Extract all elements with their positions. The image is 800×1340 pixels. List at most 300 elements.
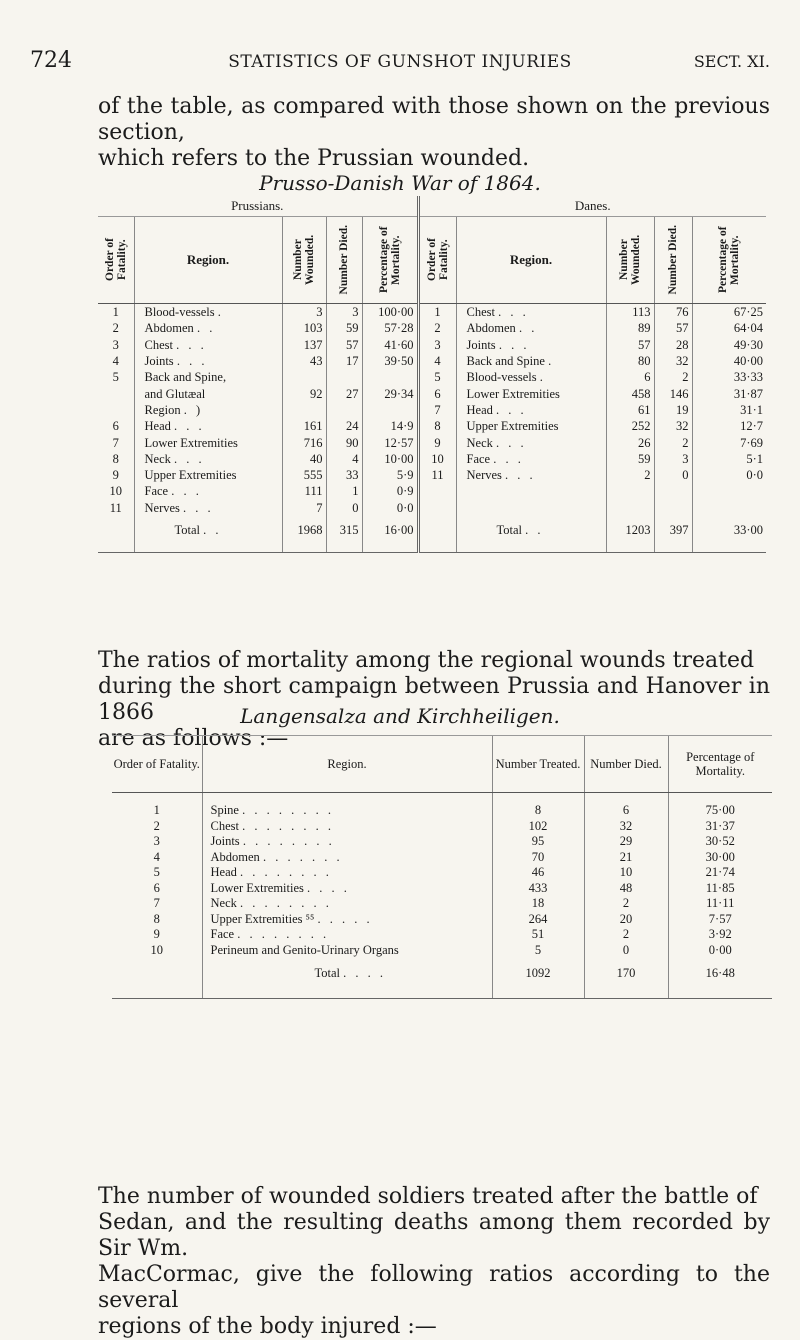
empty-cell xyxy=(606,483,654,499)
pct-cell: 49·30 xyxy=(692,337,766,353)
leader-dots: . . xyxy=(525,522,544,537)
table-row xyxy=(112,912,772,928)
order-cell: 6 xyxy=(112,419,119,434)
region-cell xyxy=(202,803,492,819)
region-name: Face xyxy=(210,927,235,942)
t2-col-treated: Number Treated. xyxy=(492,736,584,793)
region-cell xyxy=(134,385,282,401)
table1-caption xyxy=(0,171,800,195)
empty-cell xyxy=(98,544,134,553)
died-cell: 1 xyxy=(326,483,362,499)
region-name: Head xyxy=(144,419,171,434)
region-cell xyxy=(456,304,606,321)
leader-dots: . . . . xyxy=(307,880,350,895)
died-cell: 32 xyxy=(654,418,692,434)
region-cell xyxy=(202,912,492,928)
table-row xyxy=(98,385,766,401)
col-region-denmark: Region. xyxy=(456,217,606,304)
empty-cell xyxy=(418,500,456,516)
empty-cell xyxy=(692,483,766,499)
order-cell: 8 xyxy=(418,418,456,434)
pct-cell: 21·74 xyxy=(668,865,772,881)
order-cell: 3 xyxy=(153,834,160,849)
closing-line-2: Sedan, and the resulting deaths among them recorded by Sir Wm. xyxy=(98,1210,770,1261)
order-cell: 4 xyxy=(112,354,119,369)
pct-cell: 14·9 xyxy=(362,418,418,434)
leader-dots: . . . . xyxy=(343,965,387,980)
order-cell: 1 xyxy=(418,304,456,321)
died-cell: 17 xyxy=(326,353,362,369)
died-cell: 57 xyxy=(326,337,362,353)
died-cell xyxy=(326,402,362,418)
total-died: 170 xyxy=(584,958,668,988)
table-row xyxy=(112,850,772,866)
region-name: Back and Spine xyxy=(466,354,545,369)
leader-dots: . . . . . . . . xyxy=(242,834,335,849)
wounded-cell: 137 xyxy=(282,337,326,353)
wounded-cell: 555 xyxy=(282,467,326,483)
order-cell: 10 xyxy=(150,942,163,957)
region-cell xyxy=(456,434,606,450)
prusso-danish-table xyxy=(98,196,766,553)
treated-cell: 102 xyxy=(492,819,584,835)
total-label xyxy=(456,516,606,544)
closing-line-4: regions of the body injured :— xyxy=(98,1314,437,1339)
region-cell xyxy=(202,927,492,943)
wounded-cell: 716 xyxy=(282,434,326,450)
wounded-cell: 7 xyxy=(282,500,326,516)
leader-dots: . . . xyxy=(174,419,205,434)
table-row xyxy=(98,483,766,499)
region-name: Neck xyxy=(210,896,237,911)
table-row xyxy=(98,467,766,483)
region-cell xyxy=(202,850,492,866)
died-cell: 2 xyxy=(584,896,668,912)
wounded-cell: 3 xyxy=(282,304,326,321)
table-row xyxy=(98,402,766,418)
empty-cell xyxy=(492,988,584,999)
treated-cell: 5 xyxy=(492,943,584,959)
closing-line-3: MacCormac, give the following ratios according to the several xyxy=(98,1262,770,1313)
col-wounded-denmark: Number Wounded. xyxy=(606,217,654,304)
leader-dots: . . . xyxy=(493,451,524,466)
total-row xyxy=(112,958,772,988)
middle-line-2: during the short campaign between Prussia and Hanover in 1866 xyxy=(98,674,770,725)
empty-cell xyxy=(112,988,202,999)
treated-cell: 70 xyxy=(492,850,584,866)
order-cell: 1 xyxy=(112,305,119,320)
table-row xyxy=(98,353,766,369)
leader-dots: . . . xyxy=(174,451,205,466)
pct-cell: 33·33 xyxy=(692,369,766,385)
pct-cell: 57·28 xyxy=(362,320,418,336)
leader-dots: . . . . . xyxy=(317,911,373,926)
order-cell: 3 xyxy=(112,337,119,352)
region-name: Total xyxy=(174,522,201,537)
died-cell: 0 xyxy=(654,467,692,483)
leader-dots: . . . . . . . . xyxy=(240,896,332,911)
table-row xyxy=(112,943,772,959)
empty-cell xyxy=(282,544,326,553)
died-cell: 32 xyxy=(654,353,692,369)
leader-dots: . xyxy=(217,305,224,320)
empty-cell xyxy=(456,544,606,553)
treated-cell: 51 xyxy=(492,927,584,943)
empty-cell xyxy=(654,483,692,499)
empty-cell xyxy=(134,544,282,553)
region-name: Upper Extremities xyxy=(466,419,559,434)
empty-cell xyxy=(112,958,202,988)
pct-cell: 5·1 xyxy=(692,451,766,467)
order-cell: 5 xyxy=(112,370,119,385)
wounded-cell: 61 xyxy=(606,402,654,418)
group-danes: Danes. xyxy=(418,196,766,217)
pct-cell: 0·9 xyxy=(362,483,418,499)
region-cell xyxy=(202,881,492,897)
leader-dots: . xyxy=(548,354,555,369)
region-name: Upper Extremities xyxy=(144,468,237,483)
region-name: Region xyxy=(144,402,181,417)
pct-cell: 0·0 xyxy=(692,467,766,483)
wounded-cell xyxy=(282,369,326,385)
region-name: Lower Extremities xyxy=(466,386,560,401)
died-cell: 76 xyxy=(654,304,692,321)
empty-cell xyxy=(202,988,492,999)
died-cell: 28 xyxy=(654,337,692,353)
region-cell xyxy=(134,467,282,483)
pct-cell: 39·50 xyxy=(362,353,418,369)
region-cell xyxy=(134,434,282,450)
leader-dots: . . . xyxy=(183,500,214,515)
intro-paragraph xyxy=(98,94,770,172)
table2-caption xyxy=(0,704,800,728)
died-cell: 57 xyxy=(654,320,692,336)
treated-cell: 433 xyxy=(492,881,584,897)
died-cell: 32 xyxy=(584,819,668,835)
middle-line-1: The ratios of mortality among the regional wounds treated xyxy=(98,648,755,673)
order-cell: 9 xyxy=(153,927,160,942)
empty-cell xyxy=(692,544,766,553)
region-name: Chest xyxy=(144,337,173,352)
leader-dots: . . . xyxy=(496,435,527,450)
table-row xyxy=(98,369,766,385)
pct-cell: 11·11 xyxy=(668,896,772,912)
table-row xyxy=(98,418,766,434)
empty-cell xyxy=(112,793,202,804)
closing-line-1: The number of wounded soldiers treated after the battle of xyxy=(98,1184,758,1209)
pct-cell: 41·60 xyxy=(362,337,418,353)
t2-col-region: Region. xyxy=(202,736,492,793)
died-cell: 3 xyxy=(654,451,692,467)
pct-cell: 29·34 xyxy=(362,385,418,401)
died-cell: 33 xyxy=(326,467,362,483)
region-name: and Glutæal xyxy=(144,386,206,401)
region-name: Head xyxy=(466,402,493,417)
pct-cell: 0·0 xyxy=(362,500,418,516)
empty-cell xyxy=(606,544,654,553)
order-cell: 7 xyxy=(153,896,160,911)
died-cell: 0 xyxy=(326,500,362,516)
died-cell: 29 xyxy=(584,834,668,850)
leader-dots: . . xyxy=(518,321,538,336)
empty-cell xyxy=(326,544,362,553)
order-cell: 10 xyxy=(418,451,456,467)
empty-cell xyxy=(492,793,584,804)
leader-dots: . xyxy=(539,370,546,385)
died-cell: 3 xyxy=(326,304,362,321)
empty-cell xyxy=(456,500,606,516)
treated-cell: 18 xyxy=(492,896,584,912)
table-bottom-rule xyxy=(112,988,772,999)
pct-cell: 40·00 xyxy=(692,353,766,369)
wounded-cell: 57 xyxy=(606,337,654,353)
page-header xyxy=(30,40,770,80)
wounded-cell: 2 xyxy=(606,467,654,483)
wounded-cell: 43 xyxy=(282,353,326,369)
wounded-cell: 92 xyxy=(282,385,326,401)
leader-dots: . . . . . . . xyxy=(262,849,343,864)
order-cell: 6 xyxy=(418,385,456,401)
total-died: 397 xyxy=(654,516,692,544)
died-cell: 2 xyxy=(584,927,668,943)
region-name: Perineum and Genito-Urinary Organs xyxy=(210,942,399,957)
page-number: 724 xyxy=(30,48,72,73)
empty-cell xyxy=(584,793,668,804)
empty-cell xyxy=(418,516,456,544)
pct-cell: 0·00 xyxy=(668,943,772,959)
region-cell xyxy=(456,385,606,401)
t2-col-order: Order of Fatality. xyxy=(112,736,202,793)
order-cell: 8 xyxy=(112,451,119,466)
pct-cell: 7·57 xyxy=(668,912,772,928)
table-row xyxy=(98,320,766,336)
total-died: 315 xyxy=(326,516,362,544)
table-row xyxy=(112,865,772,881)
region-cell xyxy=(134,402,282,418)
region-cell xyxy=(456,467,606,483)
pct-cell xyxy=(362,402,418,418)
region-name: Blood-vessels xyxy=(466,370,537,385)
wounded-cell xyxy=(282,402,326,418)
region-name: Nerves xyxy=(144,500,180,515)
leader-dots: . . . xyxy=(505,468,536,483)
region-name: Lower Extremities xyxy=(210,880,304,895)
order-cell: 5 xyxy=(418,369,456,385)
region-cell xyxy=(202,943,492,959)
pct-cell: 31·1 xyxy=(692,402,766,418)
total-label xyxy=(202,958,492,988)
table-row xyxy=(112,834,772,850)
header-spacer xyxy=(112,793,772,804)
total-wounded: 1968 xyxy=(282,516,326,544)
died-cell: 59 xyxy=(326,320,362,336)
region-cell xyxy=(134,369,282,385)
died-cell: 21 xyxy=(584,850,668,866)
treated-cell: 264 xyxy=(492,912,584,928)
order-cell: 2 xyxy=(418,320,456,336)
died-cell: 146 xyxy=(654,385,692,401)
leader-dots: . ) xyxy=(183,402,204,417)
pct-cell xyxy=(362,369,418,385)
pct-cell: 11·85 xyxy=(668,881,772,897)
table-row xyxy=(98,337,766,353)
running-title: STATISTICS OF GUNSHOT INJURIES xyxy=(228,52,572,72)
region-name: Abdomen xyxy=(210,849,260,864)
wounded-cell: 59 xyxy=(606,451,654,467)
region-name: Back and Spine, xyxy=(144,370,227,385)
region-name: Joints xyxy=(466,337,496,352)
wounded-cell: 161 xyxy=(282,418,326,434)
region-cell xyxy=(202,865,492,881)
pct-cell: 30·52 xyxy=(668,834,772,850)
region-name: Nerves xyxy=(466,468,502,483)
region-name: Abdomen xyxy=(466,321,516,336)
t2-col-pct: Percentage of Mortality. xyxy=(668,736,772,793)
order-cell: 7 xyxy=(112,435,119,450)
empty-cell xyxy=(362,544,418,553)
died-cell: 0 xyxy=(584,943,668,959)
table2-caption-text: Langensalza and Kirchheiligen. xyxy=(240,704,560,728)
region-name: Total xyxy=(496,522,523,537)
leader-dots: . . . xyxy=(176,354,208,369)
order-cell: 9 xyxy=(418,434,456,450)
leader-dots: . . . . . . . . xyxy=(242,818,334,833)
empty-cell xyxy=(654,500,692,516)
region-cell xyxy=(456,418,606,434)
region-cell xyxy=(202,896,492,912)
section-label: SECT. XI. xyxy=(693,52,770,71)
region-cell xyxy=(134,304,282,321)
table-row xyxy=(98,500,766,516)
wounded-cell: 26 xyxy=(606,434,654,450)
region-cell xyxy=(134,483,282,499)
died-cell: 6 xyxy=(584,803,668,819)
wounded-cell: 111 xyxy=(282,483,326,499)
region-name: Blood-vessels xyxy=(144,305,215,320)
col-order-prussia: Order of Fatality. xyxy=(98,217,134,304)
region-cell xyxy=(134,418,282,434)
total-pct: 16·48 xyxy=(668,958,772,988)
pct-cell: 3·92 xyxy=(668,927,772,943)
pct-cell: 12·7 xyxy=(692,418,766,434)
region-name: Upper Extremities ⁵⁵ xyxy=(210,911,315,926)
region-name: Spine xyxy=(210,803,239,818)
order-cell: 2 xyxy=(153,818,160,833)
table-row xyxy=(112,896,772,912)
intro-line-1: of the table, as compared with those shown on the previous section, xyxy=(98,94,770,145)
treated-cell: 46 xyxy=(492,865,584,881)
order-cell: 2 xyxy=(112,321,119,336)
empty-cell xyxy=(202,793,492,804)
died-cell: 20 xyxy=(584,912,668,928)
region-cell xyxy=(456,369,606,385)
empty-cell xyxy=(418,544,456,553)
region-name: Lower Extremities xyxy=(144,435,238,450)
group-prussians: Prussians. xyxy=(231,198,284,213)
died-cell: 10 xyxy=(584,865,668,881)
total-row xyxy=(98,516,766,544)
order-cell: 10 xyxy=(109,484,122,499)
order-cell: 8 xyxy=(153,911,160,926)
region-name: Chest xyxy=(466,305,495,320)
region-cell xyxy=(456,337,606,353)
wounded-cell: 252 xyxy=(606,418,654,434)
table-row xyxy=(112,927,772,943)
region-name: Face xyxy=(466,451,491,466)
pct-cell: 5·9 xyxy=(362,467,418,483)
col-died-prussia: Number Died. xyxy=(326,217,362,304)
died-cell: 24 xyxy=(326,418,362,434)
total-pct: 16·00 xyxy=(362,516,418,544)
closing-paragraph xyxy=(98,1184,770,1340)
died-cell: 27 xyxy=(326,385,362,401)
empty-cell xyxy=(654,544,692,553)
order-cell: 9 xyxy=(112,468,119,483)
leader-dots: . . xyxy=(203,522,222,537)
order-cell: 11 xyxy=(418,467,456,483)
order-cell: 3 xyxy=(418,337,456,353)
region-name: Head xyxy=(210,865,237,880)
pct-cell: 67·25 xyxy=(692,304,766,321)
region-name: Total xyxy=(314,965,341,980)
region-name: Abdomen xyxy=(144,321,194,336)
region-name: Neck xyxy=(144,451,171,466)
leader-dots: . . . xyxy=(498,337,530,352)
region-cell xyxy=(134,353,282,369)
leader-dots: . . . xyxy=(496,402,527,417)
total-label xyxy=(134,516,282,544)
order-cell: 1 xyxy=(153,803,160,818)
order-cell: 11 xyxy=(109,500,122,515)
region-name: Joints xyxy=(210,834,240,849)
died-cell: 2 xyxy=(654,369,692,385)
region-cell xyxy=(134,337,282,353)
table-row xyxy=(112,819,772,835)
region-name: Neck xyxy=(466,435,493,450)
order-cell: 5 xyxy=(153,865,160,880)
langensalza-table xyxy=(112,735,772,999)
col-pct-prussia: Percentage of Mortality. xyxy=(362,217,418,304)
wounded-cell: 113 xyxy=(606,304,654,321)
leader-dots: . . . xyxy=(171,484,202,499)
order-cell xyxy=(98,385,134,401)
order-cell xyxy=(98,402,134,418)
table-row xyxy=(112,803,772,819)
table-bottom-rule xyxy=(98,544,766,553)
intro-line-2: which refers to the Prussian wounded. xyxy=(98,146,530,171)
table-row xyxy=(98,304,766,321)
total-treated: 1092 xyxy=(492,958,584,988)
region-name: Face xyxy=(144,484,169,499)
empty-cell xyxy=(418,483,456,499)
pct-cell: 100·00 xyxy=(362,304,418,321)
col-died-denmark: Number Died. xyxy=(654,217,692,304)
pct-cell: 12·57 xyxy=(362,434,418,450)
region-name: Chest xyxy=(210,818,239,833)
col-region-prussia: Region. xyxy=(134,217,282,304)
t2-col-died: Number Died. xyxy=(584,736,668,793)
pct-cell: 64·04 xyxy=(692,320,766,336)
leader-dots: . . . xyxy=(176,337,207,352)
region-cell xyxy=(456,320,606,336)
leader-dots: . . . . . . . . xyxy=(237,927,330,942)
table1-caption-text: Prusso-Danish War of 1864. xyxy=(259,171,541,195)
order-cell: 7 xyxy=(418,402,456,418)
died-cell: 2 xyxy=(654,434,692,450)
pct-cell: 75·00 xyxy=(668,803,772,819)
died-cell: 48 xyxy=(584,881,668,897)
order-cell: 6 xyxy=(153,880,160,895)
